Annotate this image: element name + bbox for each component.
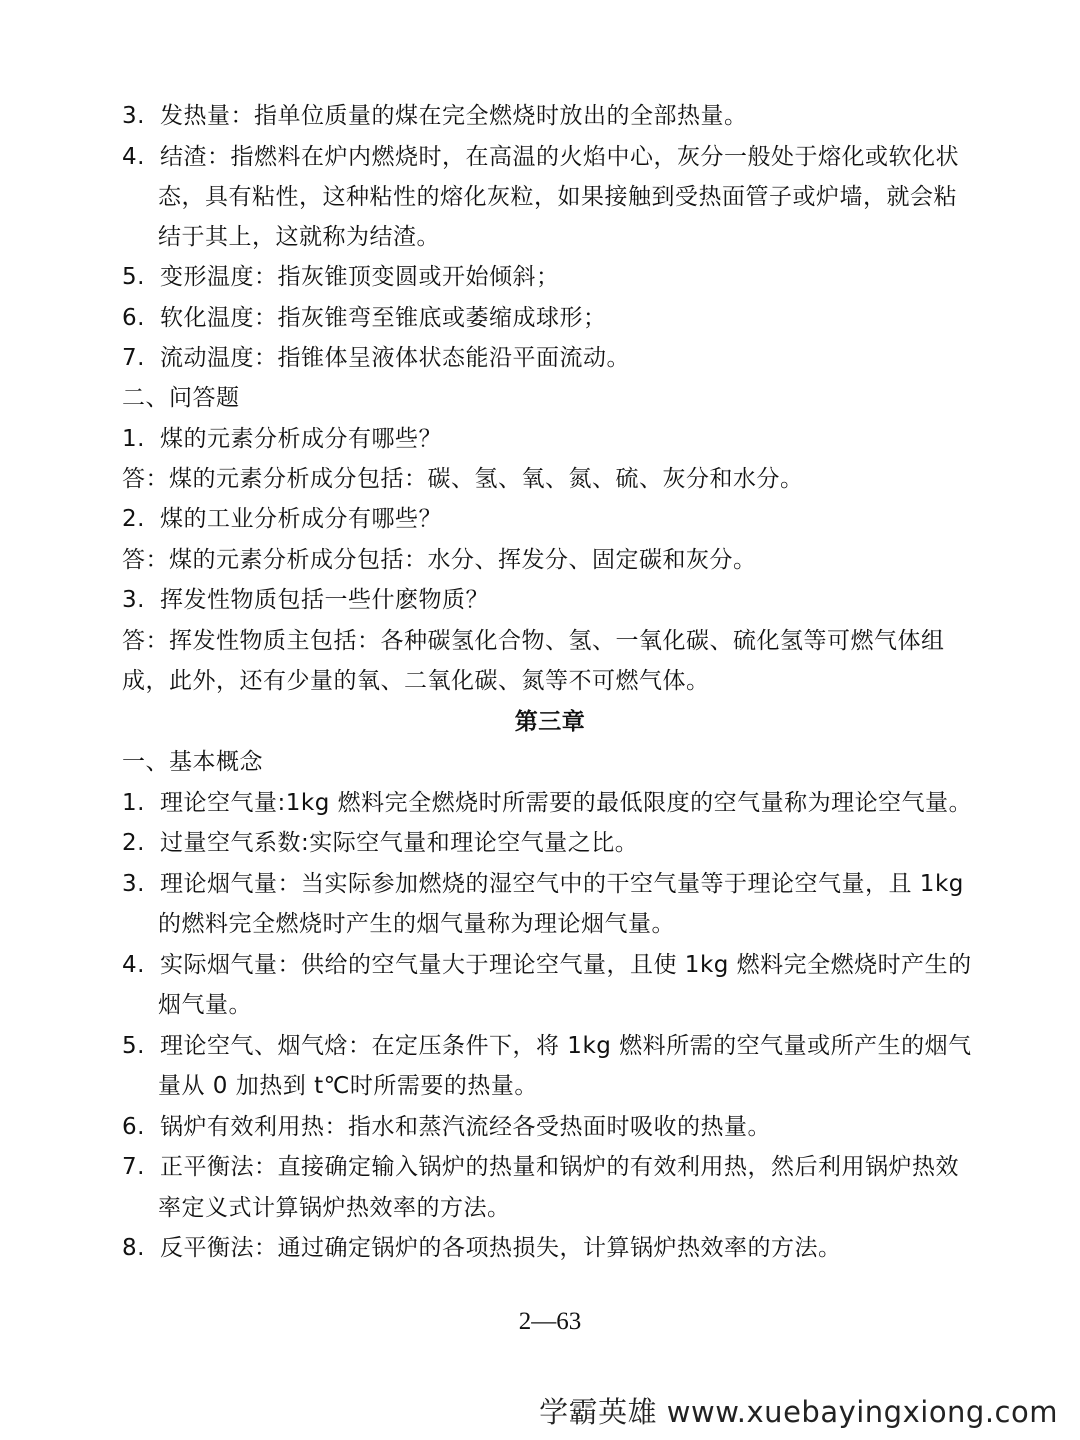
definition-enthalpy-cont: 量从 0 加热到 t℃时所需要的热量。 (158, 1073, 538, 1099)
section-heading-concepts: 一、基本概念 (122, 749, 263, 775)
section-heading-qa: 二、问答题 (122, 385, 240, 411)
definition-indirect-balance: 8. 反平衡法：通过确定锅炉的各项热损失，计算锅炉热效率的方法。 (122, 1235, 842, 1261)
watermark: 学霸英雄 www.xuebayingxiong.com (539, 1395, 1058, 1429)
definition-slagging-cont: 态，具有粘性，这种粘性的熔化灰粒，如果接触到受热面管子或炉墙，就会粘 (158, 184, 957, 210)
answer-1: 答：煤的元素分析成分包括：碳、氢、氧、氮、硫、灰分和水分。 (122, 466, 804, 492)
question-1: 1. 煤的元素分析成分有哪些？ (122, 426, 442, 452)
chapter-title: 第三章 (514, 709, 586, 735)
definition-deformation-temp: 5. 变形温度：指灰锥顶变圆或开始倾斜； (122, 264, 560, 290)
definition-actual-flue-gas: 4. 实际烟气量：供给的空气量大于理论空气量，且使 1kg 燃料完全燃烧时产生的 (122, 952, 972, 978)
definition-flow-temp: 7. 流动温度：指锥体呈液体状态能沿平面流动。 (122, 345, 630, 371)
definition-heat-value: 3. 发热量：指单位质量的煤在完全燃烧时放出的全部热量。 (122, 103, 748, 129)
answer-2: 答：煤的元素分析成分包括：水分、挥发分、固定碳和灰分。 (122, 547, 757, 573)
answer-3-cont: 成，此外，还有少量的氧、二氧化碳、氮等不可燃气体。 (122, 668, 710, 694)
answer-3: 答：挥发性物质主包括：各种碳氢化合物、氢、一氧化碳、硫化氢等可燃气体组 (122, 628, 945, 654)
question-3: 3. 挥发性物质包括一些什麽物质？ (122, 587, 489, 613)
definition-effective-heat: 6. 锅炉有效利用热：指水和蒸汽流经各受热面时吸收的热量。 (122, 1114, 771, 1140)
definition-enthalpy: 5. 理论空气、烟气焓：在定压条件下，将 1kg 燃料所需的空气量或所产生的烟气 (122, 1033, 972, 1059)
definition-slagging: 4. 结渣：指燃料在炉内燃烧时，在高温的火焰中心，灰分一般处于熔化或软化状 (122, 144, 959, 170)
definition-theoretical-flue-gas-cont: 的燃料完全燃烧时产生的烟气量称为理论烟气量。 (158, 911, 675, 937)
definition-actual-flue-gas-cont: 烟气量。 (158, 992, 252, 1018)
definition-theoretical-flue-gas: 3. 理论烟气量：当实际参加燃烧的湿空气中的干空气量等于理论空气量，且 1kg (122, 871, 964, 897)
definition-theoretical-air: 1. 理论空气量:1kg 燃料完全燃烧时所需要的最低限度的空气量称为理论空气量。 (122, 790, 973, 816)
definition-slagging-cont: 结于其上，这就称为结渣。 (158, 224, 440, 250)
question-2: 2. 煤的工业分析成分有哪些？ (122, 506, 442, 532)
page-number: 2—63 (518, 1308, 582, 1335)
definition-direct-balance: 7. 正平衡法：直接确定输入锅炉的热量和锅炉的有效利用热，然后利用锅炉热效 (122, 1154, 959, 1180)
definition-softening-temp: 6. 软化温度：指灰锥弯至锥底或萎缩成球形； (122, 305, 607, 331)
definition-direct-balance-cont: 率定义式计算锅炉热效率的方法。 (158, 1195, 511, 1221)
definition-excess-air: 2. 过量空气系数:实际空气量和理论空气量之比。 (122, 830, 639, 856)
